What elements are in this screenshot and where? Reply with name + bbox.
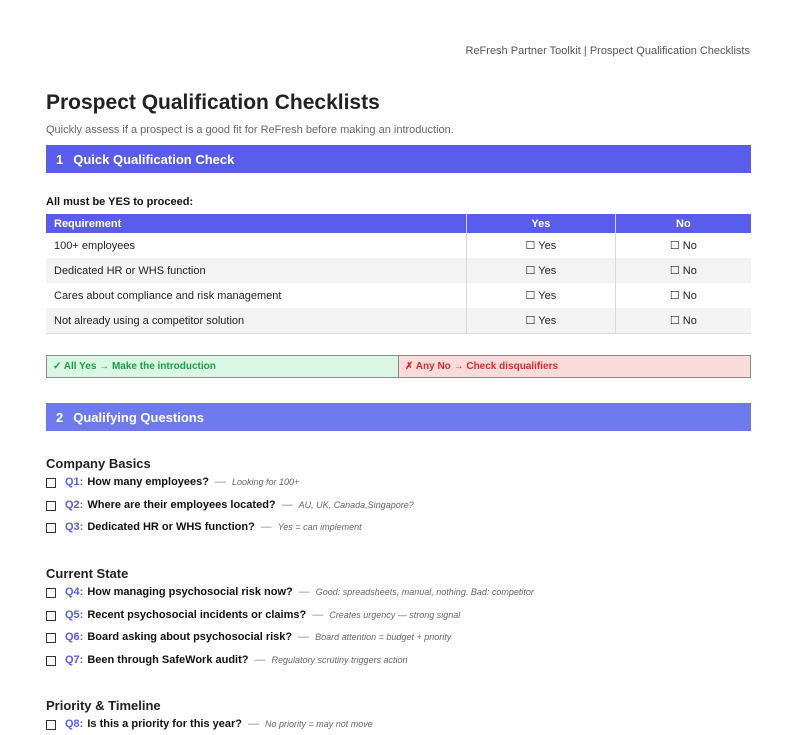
question-checkbox[interactable] <box>46 611 56 621</box>
no-checkbox[interactable]: ☐ No <box>615 258 751 283</box>
question-hint: Yes = can implement <box>277 522 362 532</box>
question-text: How many employees? <box>87 476 209 488</box>
question-text: Where are their employees located? <box>87 499 276 511</box>
question-checkbox[interactable] <box>46 720 56 730</box>
question-item <box>46 718 373 730</box>
question-separator: — <box>281 499 293 511</box>
question-id: Q6: <box>65 631 84 643</box>
question-hint: Looking for 100+ <box>232 477 300 487</box>
outcome-proceed: ✓ All Yes → Make the introduction <box>47 356 399 377</box>
question-checkbox[interactable] <box>46 656 56 666</box>
section-header-qualifying-questions <box>46 403 751 431</box>
question-separator: — <box>260 521 272 533</box>
yes-checkbox[interactable]: ☐ Yes <box>467 258 616 283</box>
question-item <box>46 586 534 598</box>
section-title: Qualifying Questions <box>73 409 204 425</box>
question-separator: — <box>215 476 226 488</box>
requirement-cell: Not already using a competitor solution <box>46 308 467 334</box>
column-header-requirement: Requirement <box>46 214 467 233</box>
question-id: Q5: <box>65 609 84 621</box>
outcome-legend <box>46 355 751 378</box>
section-number: 2 <box>56 409 64 425</box>
question-text: Dedicated HR or WHS function? <box>87 521 255 533</box>
requirements-intro: All must be YES to proceed: <box>46 196 194 208</box>
outcome-disqualify: ✗ Any No → Check disqualifiers <box>399 356 750 377</box>
question-item <box>46 631 451 643</box>
requirement-cell: 100+ employees <box>54 239 136 252</box>
yes-checkbox[interactable]: ☐ Yes <box>467 233 616 258</box>
question-checkbox[interactable] <box>46 523 56 533</box>
requirement-cell: Cares about compliance and risk management <box>54 289 282 302</box>
column-header-yes: Yes <box>467 214 616 233</box>
question-hint: Creates urgency — strong signal <box>329 610 461 620</box>
no-checkbox[interactable]: ☐ No <box>615 283 751 308</box>
question-checkbox[interactable] <box>46 478 56 488</box>
table-row <box>46 308 751 334</box>
question-item <box>46 521 362 533</box>
section-title: Quick Qualification Check <box>73 151 235 167</box>
question-hint: AU, UK, Canada,Singapore? <box>298 500 414 510</box>
question-hint: Good: spreadsheets, manual, nothing. Bad: competitor <box>315 587 534 597</box>
question-separator: — <box>248 718 259 730</box>
question-text: Board asking about psychosocial risk? <box>87 631 293 643</box>
group-title-current-state: Current State <box>46 566 129 581</box>
question-separator: — <box>298 586 310 598</box>
page-subtitle: Quickly assess if a prospect is a good fit for ReFresh before making an introduction. <box>46 124 454 136</box>
question-checkbox[interactable] <box>46 501 56 511</box>
section-number: 1 <box>56 151 64 167</box>
question-id: Q1: <box>65 476 84 488</box>
question-hint: No priority = may not move <box>265 719 373 729</box>
question-item <box>46 476 299 488</box>
question-text: Recent psychosocial incidents or claims? <box>87 609 307 621</box>
question-item <box>46 499 414 511</box>
section-header-quick-check <box>46 145 751 173</box>
yes-checkbox[interactable]: ☐ Yes <box>467 283 616 308</box>
page-title: Prospect Qualification Checklists <box>46 91 380 114</box>
column-header-no: No <box>615 214 751 233</box>
group-title-company-basics: Company Basics <box>46 456 151 471</box>
table-row <box>46 258 751 283</box>
question-id: Q4: <box>65 586 84 598</box>
question-id: Q7: <box>65 654 84 666</box>
table-row <box>46 233 751 258</box>
question-checkbox[interactable] <box>46 633 56 643</box>
yes-checkbox[interactable]: ☐ Yes <box>467 308 616 334</box>
question-separator: — <box>312 609 324 621</box>
question-checkbox[interactable] <box>46 588 56 598</box>
question-separator: — <box>298 631 310 643</box>
question-item <box>46 654 408 666</box>
question-hint: Regulatory scrutiny triggers action <box>271 655 408 665</box>
question-text: Been through SafeWork audit? <box>87 654 249 666</box>
table-header-row <box>46 214 751 233</box>
no-checkbox[interactable]: ☐ No <box>615 308 751 334</box>
question-id: Q3: <box>65 521 84 533</box>
question-hint: Board attention = budget + priority <box>315 632 452 642</box>
requirements-table <box>46 214 751 334</box>
no-checkbox[interactable]: ☐ No <box>615 233 751 258</box>
group-title-priority-timeline: Priority & Timeline <box>46 698 161 713</box>
question-id: Q8: <box>65 718 84 730</box>
requirement-cell: Dedicated HR or WHS function <box>46 258 467 283</box>
question-text: How managing psychosocial risk now? <box>87 586 293 598</box>
breadcrumb: ReFresh Partner Toolkit | Prospect Qualification Checklists <box>465 45 750 57</box>
question-separator: — <box>254 654 266 666</box>
question-text: Is this a priority for this year? <box>87 718 242 730</box>
question-id: Q2: <box>65 499 84 511</box>
table-row <box>46 283 751 308</box>
question-item <box>46 609 460 621</box>
